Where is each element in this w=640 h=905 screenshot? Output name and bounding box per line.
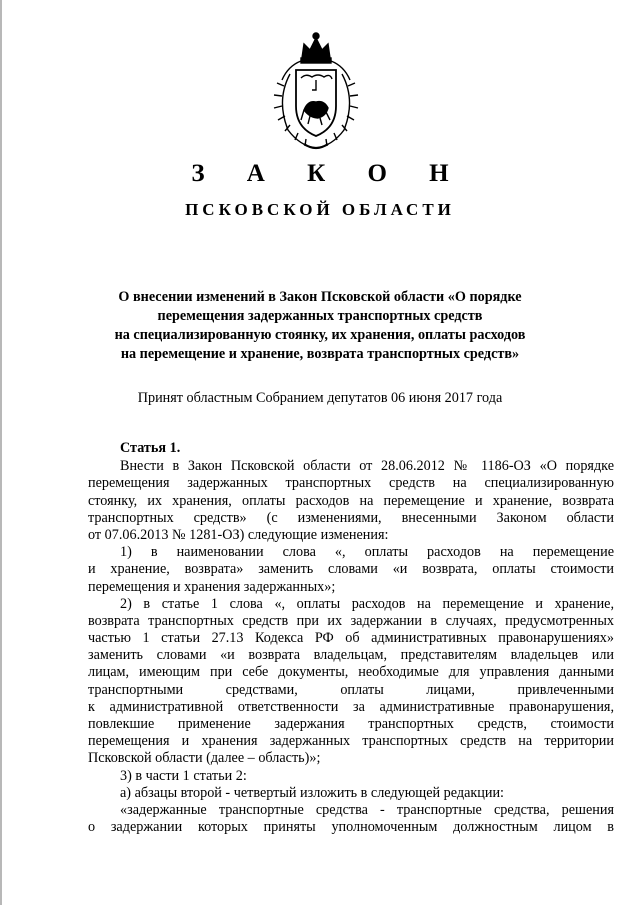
law-heading [80,288,560,364]
body-line: повлекшие применение задержания транспортных средств, стоимости [88,716,614,733]
body-line: транспортных средств» (с изменениями, внесенными Законом области [88,509,614,526]
heading-line: на перемещение и хранение, возврата транспортных средств» [120,346,520,362]
document-title: З А К О Н [191,160,467,187]
body-line: «задержанные транспортные средства - транспортные средства, решения [120,801,614,818]
body-line: о задержании которых приняты уполномоченным должностным лицом в [88,819,614,836]
body-line: 2) в статье 1 слова «, оплаты расходов на перемещение и хранение, [120,595,614,612]
document-body [88,440,614,836]
adoption-statement: Принят областным Собранием депутатов 06 июня 2017 года [137,390,503,406]
document-subtitle: ПСКОВСКОЙ ОБЛАСТИ [185,200,455,219]
body-line: Псковской области (далее – область)»; [88,750,321,767]
heading-line: на специализированную стоянку, их хранения, оплаты расходов [114,327,526,343]
body-line: от 07.06.2013 № 1281-ОЗ) следующие изменения: [88,526,389,543]
body-line: и хранение, возврата» заменить словами «и возврата, оплаты стоимости [88,561,614,578]
heading-line: О внесении изменений в Закон Псковской области «О порядке [118,289,522,305]
body-line: возврата транспортных средств при их задержании в случаях, предусмотренных [88,612,614,629]
body-line: перемещения и хранения задержанных»; [88,578,336,595]
body-line: 3) в части 1 статьи 2: [120,767,247,784]
body-line: заменить словами «и возврата владельцам, представителям владельцев или [88,647,614,664]
body-line: а) абзацы второй - четвертый изложить в следующей редакции: [120,784,504,801]
body-line: перемещения и хранения задержанных транспортных средств на территории [88,733,614,750]
body-line: стоянку, их хранения, оплаты расходов на перемещение и хранение, возврата [88,492,614,509]
body-line: транспортными средствами, оплаты лицами, привлеченными [88,681,614,698]
heading-line: перемещения задержанных транспортных средств [157,308,483,324]
scan-edge [0,0,2,905]
body-line: перемещения задержанных транспортных средств на специализированную [88,475,614,492]
body-line: лицам, имеющим при себе документы, необходимые для управления данными [88,664,614,681]
coat-of-arms-icon [268,30,364,154]
body-line: Внести в Закон Псковской области от 28.06.2012 № 1186-ОЗ «О порядке [120,458,614,475]
article-title: Статья 1. [120,440,181,456]
body-line: 1) в наименовании слова «, оплаты расходов на перемещение [120,544,614,561]
body-line: к административной ответственности за административные правонарушения, [88,698,614,715]
body-line: частью 1 статьи 27.13 Кодекса РФ об административных правонарушениях» [88,630,614,647]
